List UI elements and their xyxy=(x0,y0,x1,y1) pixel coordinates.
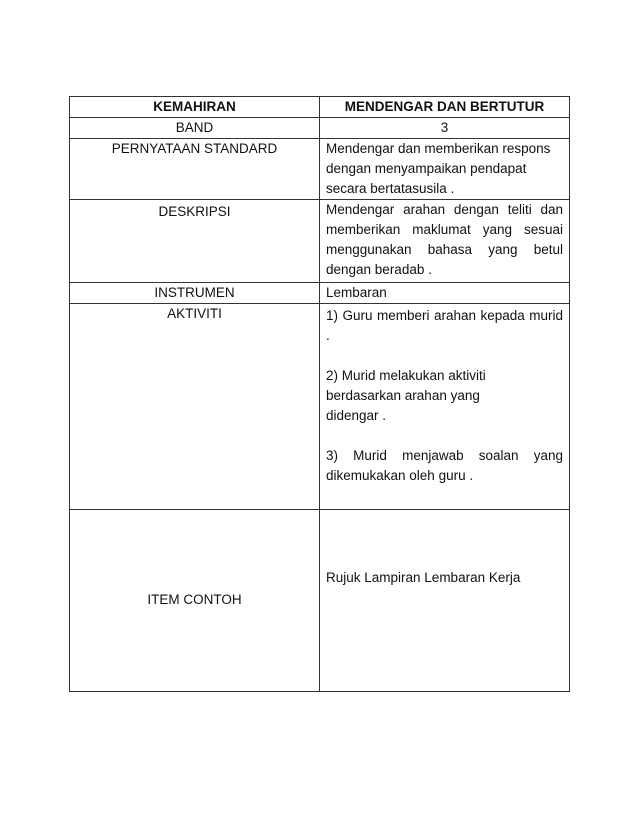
table-row-band xyxy=(70,118,570,139)
table-row-deskripsi xyxy=(70,200,570,283)
label-deskripsi: DESKRIPSI xyxy=(70,200,320,283)
table-row-pernyataan-standard xyxy=(70,139,570,200)
header-skill-title: MENDENGAR DAN BERTUTUR xyxy=(320,97,570,118)
document-page xyxy=(69,96,569,692)
aktiviti-item-1: 1) Guru memberi arahan kepada murid . xyxy=(326,308,563,343)
aktiviti-spacer-1 xyxy=(326,346,563,366)
table-header-row xyxy=(70,97,570,118)
value-item-contoh: Rujuk Lampiran Lembaran Kerja xyxy=(326,570,521,585)
header-kemahiran: KEMAHIRAN xyxy=(70,97,320,118)
deskripsi-text: Mendengar arahan dengan teliti dan memberikan maklumat yang sesuai menggunakan bahasa yang betul dengan beradab . xyxy=(326,202,563,277)
label-item-contoh-cell xyxy=(70,510,320,692)
label-aktiviti: AKTIVITI xyxy=(70,304,320,510)
label-pernyataan-standard: PERNYATAAN STANDARD xyxy=(70,139,320,200)
value-deskripsi xyxy=(320,200,570,283)
value-item-contoh-cell xyxy=(320,510,570,692)
table-row-item-contoh xyxy=(70,510,570,692)
label-instrumen: INSTRUMEN xyxy=(70,283,320,304)
pernyataan-standard-text: Mendengar dan memberikan respons dengan menyampaikan pendapat secara bertatasusila . xyxy=(326,141,551,196)
table-row-instrumen xyxy=(70,283,570,304)
value-band: 3 xyxy=(320,118,570,139)
value-pernyataan-standard xyxy=(320,139,570,200)
label-band: BAND xyxy=(70,118,320,139)
table-row-aktiviti xyxy=(70,304,570,510)
aktiviti-spacer-2 xyxy=(326,426,563,446)
label-item-contoh: ITEM CONTOH xyxy=(147,592,242,607)
value-aktiviti xyxy=(320,304,570,510)
value-instrumen: Lembaran xyxy=(320,283,570,304)
assessment-table xyxy=(69,96,570,692)
aktiviti-item-2: 2) Murid melakukan aktiviti berdasarkan arahan yang didengar . xyxy=(326,368,486,423)
aktiviti-item-3: 3) Murid menjawab soalan yang dikemukakan oleh guru . xyxy=(326,448,563,483)
